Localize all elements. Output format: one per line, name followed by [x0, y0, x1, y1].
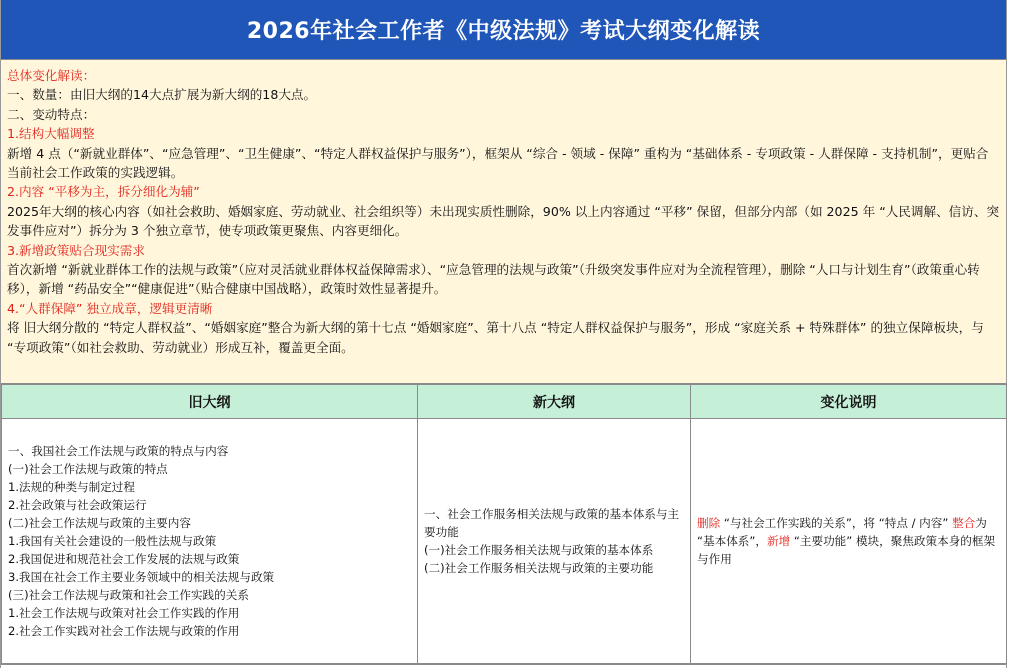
- old-line: 2.我国促进和规范社会工作发展的法规与政策: [8, 552, 240, 566]
- header-old-outline: 旧大纲: [2, 385, 418, 419]
- old-line: 1.法规的种类与制定过程: [8, 480, 135, 494]
- old-outline-cell: [2, 419, 418, 664]
- summary-features-line: 二、变动特点：: [7, 106, 96, 122]
- point-4-body: 将 旧大纲分散的 “特定人群权益”、“婚姻家庭”整合为新大纲的第十七点 “婚姻家庭”、第十八点 “特定人群权益保护与服务”，形成 “家庭关系 + 特殊群体” 的独立保障板块，与 “专项政策”（如社会救助、劳动就业）形成互补，覆盖更全面。: [7, 320, 984, 355]
- change-note-cell: [691, 419, 1007, 664]
- new-line: (一)社会工作服务相关法规与政策的基本体系: [424, 543, 654, 557]
- table-row: [2, 419, 1007, 664]
- new-outline-cell: [418, 419, 691, 664]
- keyword-delete: 删除: [697, 516, 721, 530]
- point-2-body: 2025年大纲的核心内容（如社会救助、婚姻家庭、劳动就业、社会组织等）未出现实质性删除，90% 以上内容通过 “平移” 保留，但部分内部（如 2025 年 “人民调解、信访、突发事件应对”）拆分为 3 个独立章节，使专项政策更聚焦、内容更细化。: [7, 203, 1000, 239]
- change-text: 为 “基本体系”，: [697, 516, 987, 548]
- point-4-title: 4.“人群保障” 独立成章，逻辑更清晰: [7, 300, 213, 316]
- header-change-note: 变化说明: [691, 385, 1007, 419]
- old-line: 3.我国在社会工作主要业务领域中的相关法规与政策: [8, 570, 275, 584]
- page-title: 2026年社会工作者《中级法规》考试大纲变化解读: [1, 0, 1006, 60]
- old-line: (二)社会工作法规与政策的主要内容: [8, 516, 191, 530]
- old-line: 2.社会工作实践对社会工作法规与政策的作用: [8, 624, 240, 638]
- header-new-outline: 新大纲: [418, 385, 691, 419]
- change-text: “与社会工作实践的关系”，将 “特点 / 内容”: [720, 516, 953, 530]
- keyword-add: 新增: [766, 534, 791, 548]
- summary-count-line: 一、数量：由旧大纲的14大点扩展为新大纲的18大点。: [7, 87, 317, 103]
- change-text: “主要功能” 模块，聚焦政策本身的框架与作用: [697, 534, 996, 566]
- old-line: 一、我国社会工作法规与政策的特点与内容: [8, 444, 229, 458]
- old-line: 1.我国有关社会建设的一般性法规与政策: [8, 534, 217, 548]
- point-2-title: 2.内容 “平移为主，拆分细化为辅”: [7, 184, 200, 200]
- point-1-title: 1.结构大幅调整: [7, 126, 95, 142]
- old-line: (一)社会工作法规与政策的特点: [8, 462, 168, 476]
- old-line: 2.社会政策与社会政策运行: [8, 498, 147, 512]
- new-line: (二)社会工作服务相关法规与政策的主要功能: [424, 561, 654, 575]
- new-line: 一、社会工作服务相关法规与政策的基本体系与主要功能: [424, 507, 680, 539]
- point-3-title: 3.新增政策贴合现实需求: [7, 242, 145, 258]
- point-3-body: 首次新增 “新就业群体工作的法规与政策”（应对灵活就业群体权益保障需求）、“应急管理的法规与政策”（升级突发事件应对为全流程管理），删除 “人口与计划生育”（政策重心转移），新增 “药品安全”“健康促进”（贴合健康中国战略），政策时效性显著提升。: [7, 262, 980, 297]
- old-line: 1.社会工作法规与政策对社会工作实践的作用: [8, 606, 240, 620]
- comparison-table: [1, 384, 1007, 664]
- next-row-border: [1, 664, 1006, 665]
- keyword-merge: 整合: [952, 516, 976, 530]
- old-line: (三)社会工作法规与政策和社会工作实践的关系: [8, 588, 249, 602]
- summary-section: [1, 60, 1006, 384]
- table-header-row: [2, 385, 1007, 419]
- summary-heading: 总体变化解读：: [7, 68, 96, 83]
- point-1-body: 新增 4 点（“新就业群体”、“应急管理”、“卫生健康”、“特定人群权益保护与服务”），框架从 “综合 - 领域 - 保障” 重构为 “基础体系 - 专项政策 - 人群保障 - 支持机制”，更贴合当前社会工作政策的实践逻辑。: [7, 145, 989, 181]
